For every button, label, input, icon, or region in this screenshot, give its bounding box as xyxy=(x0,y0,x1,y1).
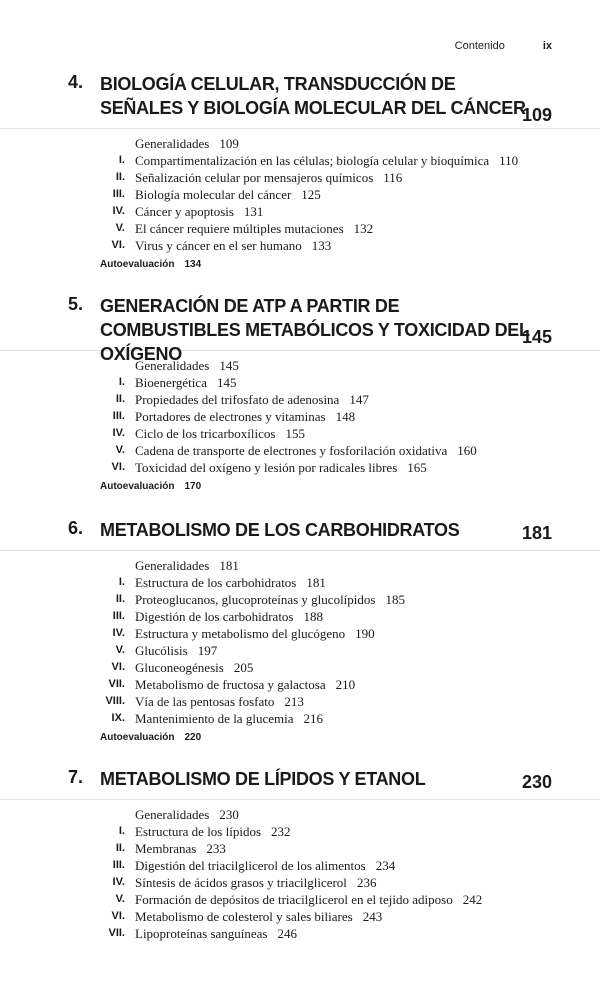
entry-text: Digestión del triacilglicerol de los alimentos xyxy=(135,858,366,873)
entry-text: Estructura y metabolismo del glucógeno xyxy=(135,626,346,641)
self-eval-label: Autoevaluación xyxy=(100,481,175,492)
entry-text: Portadores de electrones y vitaminas xyxy=(135,409,326,424)
toc-entry[interactable] xyxy=(0,693,600,710)
self-eval-label: Autoevaluación xyxy=(100,732,175,743)
toc-entry[interactable] xyxy=(0,625,600,642)
entry-roman: II. xyxy=(115,393,125,405)
entry-roman: III. xyxy=(112,410,125,422)
entry-roman: I. xyxy=(118,825,125,837)
toc-entry[interactable] xyxy=(0,135,600,152)
running-head xyxy=(455,40,552,52)
toc-entry[interactable] xyxy=(0,891,600,908)
toc-entry[interactable] xyxy=(0,574,600,591)
entry-text: Compartimentalización en las células; biología celular y bioquímica xyxy=(135,153,490,168)
entry-page: 205 xyxy=(233,660,254,675)
entry-page: 165 xyxy=(407,460,427,475)
entry-roman: V. xyxy=(115,444,125,456)
entry-roman: VI. xyxy=(111,239,125,251)
toc-entry[interactable] xyxy=(0,659,600,676)
toc-entry[interactable] xyxy=(0,391,600,408)
entry-page: 155 xyxy=(285,426,305,441)
entry-text: Proteoglucanos, glucoproteínas y glucolípidos xyxy=(135,592,376,607)
entry-roman: IV. xyxy=(112,427,125,439)
entry-text: Generalidades xyxy=(135,358,210,373)
chapter-4 xyxy=(0,72,600,273)
entry-text: Generalidades xyxy=(135,136,210,151)
entry-roman: III. xyxy=(112,859,125,871)
chapter-page: 181 xyxy=(521,523,552,543)
toc-entry[interactable] xyxy=(0,237,600,254)
entry-text: Toxicidad del oxígeno y lesión por radicales libres xyxy=(135,460,398,475)
entry-page: 145 xyxy=(216,375,237,390)
entry-roman: V. xyxy=(115,893,125,905)
entry-text: Generalidades xyxy=(135,558,210,573)
entry-page: 210 xyxy=(335,677,356,692)
entry-roman: VII. xyxy=(108,678,125,690)
entry-text: Metabolismo de fructosa y galactosa xyxy=(135,677,326,692)
entry-roman: V. xyxy=(115,644,125,656)
entry-text: Glucólisis xyxy=(135,643,188,658)
entry-text: Bioenergética xyxy=(135,375,207,390)
chapter-heading[interactable] xyxy=(0,518,600,551)
chapter-number: 7. xyxy=(68,767,84,787)
chapter-6 xyxy=(0,518,600,746)
toc-entry[interactable] xyxy=(0,169,600,186)
entry-roman: VI. xyxy=(111,461,125,473)
toc-entry[interactable] xyxy=(0,676,600,693)
page-number: ix xyxy=(542,40,552,52)
entry-list xyxy=(0,357,600,476)
self-evaluation-entry[interactable] xyxy=(0,479,600,495)
entry-roman: VII. xyxy=(108,927,125,939)
chapter-7 xyxy=(0,767,600,942)
entry-text: Cadena de transporte de electrones y fosforilación oxidativa xyxy=(135,443,448,458)
entry-page: 125 xyxy=(301,187,321,202)
entry-page: 131 xyxy=(243,204,264,219)
entry-text: Ciclo de los tricarboxílicos xyxy=(135,426,276,441)
entry-roman: VIII. xyxy=(105,695,125,707)
entry-page: 197 xyxy=(197,643,218,658)
chapter-number: 4. xyxy=(68,72,84,92)
entry-text: Metabolismo de colesterol y sales biliares xyxy=(135,909,353,924)
entry-roman: V. xyxy=(115,222,125,234)
toc-entry[interactable] xyxy=(0,186,600,203)
entry-text: Señalización celular por mensajeros químicos xyxy=(135,170,374,185)
entry-page: 147 xyxy=(349,392,369,407)
entry-text: Gluconeogénesis xyxy=(135,660,224,675)
toc-entry[interactable] xyxy=(0,442,600,459)
entry-roman: IV. xyxy=(112,876,125,888)
running-head-label: Contenido xyxy=(454,40,505,52)
toc-entry[interactable] xyxy=(0,925,600,942)
entry-text: Formación de depósitos de triacilglicerol en el tejido adiposo xyxy=(135,892,453,907)
entry-text: Generalidades xyxy=(135,807,210,822)
toc-entry[interactable] xyxy=(0,220,600,237)
entry-page: 216 xyxy=(303,711,323,726)
toc-entry[interactable] xyxy=(0,806,600,823)
entry-page: 233 xyxy=(206,841,226,856)
entry-text: Biología molecular del cáncer xyxy=(135,187,292,202)
entry-roman: II. xyxy=(115,171,125,183)
chapter-heading[interactable] xyxy=(0,72,600,129)
entry-page: 243 xyxy=(362,909,383,924)
toc-entry[interactable] xyxy=(0,857,600,874)
self-eval-label: Autoevaluación xyxy=(100,259,175,270)
entry-page: 132 xyxy=(353,221,374,236)
chapter-number: 6. xyxy=(68,518,84,538)
entry-text: Digestión de los carbohidratos xyxy=(135,609,294,624)
entry-page: 190 xyxy=(355,626,375,641)
entry-roman: VI. xyxy=(111,910,125,922)
entry-page: 185 xyxy=(385,592,405,607)
entry-roman: III. xyxy=(112,610,125,622)
entry-roman: II. xyxy=(115,842,125,854)
entry-list xyxy=(0,557,600,727)
self-eval-page: 170 xyxy=(184,481,202,492)
entry-text: Mantenimiento de la glucemia xyxy=(135,711,294,726)
toc-entry[interactable] xyxy=(0,642,600,659)
toc-entry[interactable] xyxy=(0,557,600,574)
entry-page: 160 xyxy=(457,443,477,458)
entry-text: Lipoproteínas sanguíneas xyxy=(135,926,268,941)
entry-roman: III. xyxy=(112,188,125,200)
toc-entry[interactable] xyxy=(0,408,600,425)
entry-text: Cáncer y apoptosis xyxy=(135,204,234,219)
chapter-title: BIOLOGÍA CELULAR, TRANSDUCCIÓN DE SEÑALES Y BIOLOGÍA MOLECULAR DEL CÁNCER xyxy=(100,74,526,118)
toc-entry[interactable] xyxy=(0,374,600,391)
chapter-heading[interactable] xyxy=(0,767,600,800)
entry-page: 213 xyxy=(284,694,304,709)
entry-text: Membranas xyxy=(135,841,197,856)
toc-entry[interactable] xyxy=(0,908,600,925)
entry-page: 181 xyxy=(306,575,326,590)
toc-entry[interactable] xyxy=(0,840,600,857)
chapter-page: 109 xyxy=(521,105,552,125)
entry-page: 232 xyxy=(271,824,291,839)
self-evaluation-entry[interactable] xyxy=(0,257,600,273)
entry-text: Propiedades del trifosfato de adenosina xyxy=(135,392,340,407)
entry-text: Estructura de los lípidos xyxy=(135,824,262,839)
entry-list xyxy=(0,806,600,942)
entry-page: 109 xyxy=(219,136,239,151)
chapter-number: 5. xyxy=(68,294,84,314)
entry-roman: I. xyxy=(118,376,125,388)
entry-text: Estructura de los carbohidratos xyxy=(135,575,297,590)
entry-roman: IV. xyxy=(112,205,125,217)
entry-page: 145 xyxy=(219,358,239,373)
entry-text: Síntesis de ácidos grasos y triacilglicerol xyxy=(135,875,347,890)
entry-page: 110 xyxy=(499,153,519,168)
toc-entry[interactable] xyxy=(0,425,600,442)
chapter-title: GENERACIÓN DE ATP A PARTIR DE COMBUSTIBLES METABÓLICOS Y TOXICIDAD DEL OXÍGENO xyxy=(100,296,530,364)
toc-entry[interactable] xyxy=(0,874,600,891)
toc-entry[interactable] xyxy=(0,710,600,727)
chapter-page: 145 xyxy=(521,327,552,347)
entry-text: Vía de las pentosas fosfato xyxy=(135,694,275,709)
entry-roman: I. xyxy=(118,154,125,166)
entry-list xyxy=(0,135,600,254)
entry-page: 230 xyxy=(219,807,239,822)
chapter-title: METABOLISMO DE LOS CARBOHIDRATOS xyxy=(100,520,460,540)
entry-roman: II. xyxy=(115,593,125,605)
entry-page: 188 xyxy=(303,609,323,624)
entry-page: 133 xyxy=(311,238,332,253)
entry-roman: I. xyxy=(118,576,125,588)
chapter-title: METABOLISMO DE LÍPIDOS Y ETANOL xyxy=(100,769,426,789)
toc-entry[interactable] xyxy=(0,203,600,220)
chapter-page: 230 xyxy=(521,772,552,792)
chapter-5 xyxy=(0,294,600,495)
entry-page: 234 xyxy=(375,858,396,873)
entry-page: 242 xyxy=(462,892,483,907)
entry-page: 181 xyxy=(219,558,239,573)
toc-entry[interactable] xyxy=(0,459,600,476)
toc-entry[interactable] xyxy=(0,823,600,840)
entry-text: El cáncer requiere múltiples mutaciones xyxy=(135,221,344,236)
entry-page: 148 xyxy=(335,409,356,424)
entry-page: 236 xyxy=(356,875,377,890)
entry-roman: IV. xyxy=(112,627,125,639)
entry-roman: VI. xyxy=(111,661,125,673)
entry-roman: IX. xyxy=(111,712,125,724)
chapter-heading[interactable] xyxy=(0,294,600,364)
toc-entry[interactable] xyxy=(0,591,600,608)
toc-entry[interactable] xyxy=(0,608,600,625)
self-evaluation-entry[interactable] xyxy=(0,730,600,746)
toc-entry[interactable] xyxy=(0,357,600,374)
entry-text: Virus y cáncer en el ser humano xyxy=(135,238,302,253)
self-eval-page: 220 xyxy=(184,732,202,743)
toc-entry[interactable] xyxy=(0,152,600,169)
entry-page: 246 xyxy=(277,926,297,941)
self-eval-page: 134 xyxy=(184,259,202,270)
entry-page: 116 xyxy=(383,170,403,185)
